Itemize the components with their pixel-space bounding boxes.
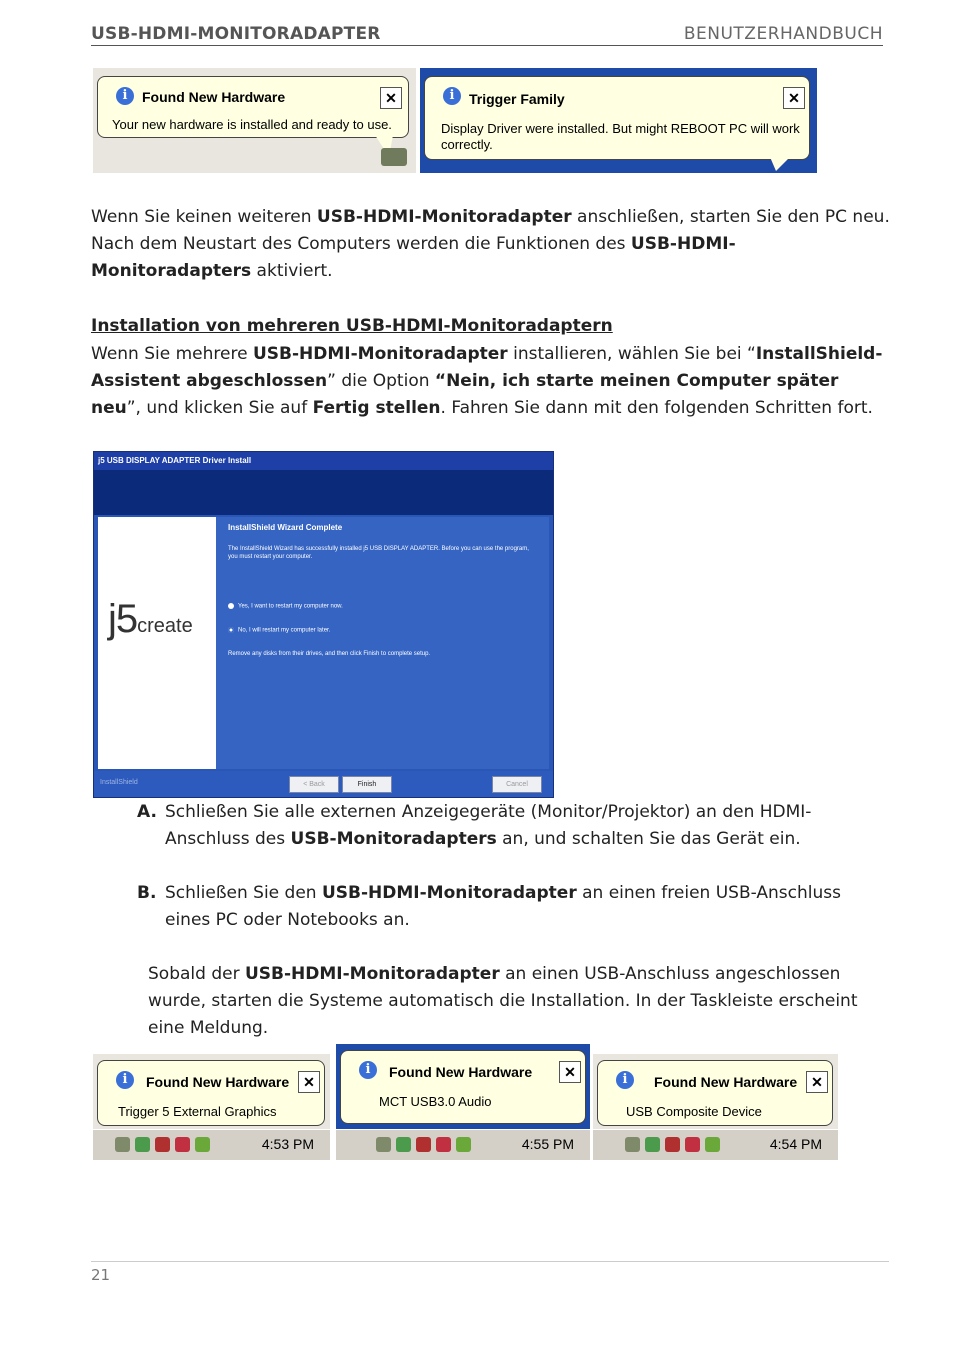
dialog-footer [94, 771, 553, 797]
close-button[interactable]: ✕ [380, 87, 402, 109]
footer-divider [91, 1261, 889, 1262]
balloon-tooltip [597, 1060, 833, 1126]
info-icon: i [616, 1071, 634, 1089]
logo-j5: j5 [108, 597, 138, 641]
system-tray [336, 1129, 590, 1160]
balloon-tooltip [97, 76, 409, 138]
balloon-title: Found New Hardware [146, 1074, 290, 1090]
tray-clock: 4:55 PM [521, 1136, 574, 1152]
text: aktiviert. [251, 261, 333, 281]
option-name: “Nein, ich starte meinen Computer später neu [91, 371, 839, 418]
dialog-note: Remove any disks from their drives, and then click Finish to complete setup. [228, 651, 431, 657]
balloon-tooltip [424, 76, 810, 160]
radio-restart-now[interactable] [228, 603, 343, 610]
shield-icon [685, 1137, 700, 1152]
network-icon [625, 1137, 640, 1152]
dialog-name: InstallShield-Assistent abgeschlossen [91, 344, 883, 391]
balloon-message: Your new hardware is installed and ready to use. [112, 117, 392, 132]
nvidia-icon [456, 1137, 471, 1152]
product-name: USB-HDMI-Monitoradapter [244, 964, 500, 984]
dialog-description: The InstallShield Wizard has successfully installed j5 USB DISPLAY ADAPTER. Before you can use the program, you must restart your computer. [228, 546, 529, 560]
dialog-content [216, 517, 549, 769]
header-subtitle: BENUTZERHANDBUCH [683, 24, 883, 44]
balloon-message: MCT USB3.0 Audio [379, 1094, 492, 1109]
dialog-titlebar: j5 USB DISPLAY ADAPTER Driver Install [94, 452, 553, 470]
usb-icon [135, 1137, 150, 1152]
radio-restart-later[interactable] [228, 627, 330, 634]
shield-icon [175, 1137, 190, 1152]
balloon-tooltip [97, 1060, 325, 1126]
header-title: USB-HDMI-MONITORADAPTER [91, 24, 381, 44]
list-marker: B. [137, 883, 157, 903]
screenshot-balloon-graphics [93, 1054, 330, 1160]
text: an einen freien USB-Anschluss eines PC oder Notebooks an. [165, 883, 841, 930]
volume-icon [665, 1137, 680, 1152]
radio-icon [228, 603, 234, 609]
volume-icon [155, 1137, 170, 1152]
text: anschließen, starten Sie den PC neu. Nach dem Neustart des Computers werden die Funktionen des [91, 207, 890, 254]
nvidia-icon [705, 1137, 720, 1152]
cancel-button[interactable]: Cancel [492, 776, 542, 793]
balloon-title: Found New Hardware [142, 89, 286, 105]
product-name: USB-HDMI-Monitoradapter [321, 883, 577, 903]
product-name: USB-HDMI-Monitoradapter [252, 344, 508, 364]
close-button[interactable]: ✕ [806, 1071, 828, 1093]
back-button[interactable]: < Back [289, 776, 339, 793]
tray-clock: 4:53 PM [261, 1136, 314, 1152]
page-number: 21 [91, 1266, 111, 1284]
installshield-dialog [93, 451, 554, 798]
network-icon [115, 1137, 130, 1152]
tray-clock: 4:54 PM [769, 1136, 822, 1152]
dialog-banner [94, 470, 553, 515]
system-tray [93, 1129, 330, 1160]
product-name: USB-Monitoradapters [290, 829, 497, 849]
paragraph-multiple-install [91, 341, 886, 422]
text: an einen USB-Anschluss angeschlossen wurde, starten die Systeme automatisch die Installation. In der Taskleiste erscheint eine Meldung. [148, 964, 858, 1038]
info-icon: i [116, 1071, 134, 1089]
installshield-label: InstallShield [100, 779, 138, 786]
balloon-tooltip [340, 1050, 586, 1124]
screenshot-trigger-family [420, 68, 817, 173]
text: Sobald der [148, 964, 245, 984]
info-icon: i [116, 87, 134, 105]
screenshot-balloon-audio [336, 1044, 590, 1160]
radio-selected-icon [228, 627, 234, 633]
paragraph-reboot [91, 204, 891, 285]
screenshot-found-new-hardware [93, 68, 416, 173]
list-text [165, 799, 875, 853]
logo-create: create [137, 615, 193, 637]
balloon-message: Display Driver were installed. But might REBOOT PC will work correctly. [441, 121, 800, 152]
paragraph-auto-install [148, 961, 878, 1042]
list-marker: A. [137, 802, 157, 822]
volume-icon [416, 1137, 431, 1152]
product-name: USB-HDMI-Monitoradapters [91, 234, 736, 281]
screenshot-balloon-composite [593, 1054, 838, 1160]
balloon-title: Trigger Family [469, 91, 565, 107]
balloon-title: Found New Hardware [389, 1064, 533, 1080]
j5create-logo [108, 597, 193, 642]
finish-button[interactable]: Finish [342, 776, 392, 793]
usb-icon [645, 1137, 660, 1152]
dialog-heading: InstallShield Wizard Complete [228, 523, 343, 532]
button-name: Fertig stellen [312, 398, 441, 418]
text: Schließen Sie den [165, 883, 322, 903]
close-button[interactable]: ✕ [298, 1071, 320, 1093]
balloon-tail [770, 157, 790, 171]
close-button[interactable]: ✕ [559, 1061, 581, 1083]
balloon-message: Trigger 5 External Graphics [118, 1104, 277, 1119]
text: an, und schalten Sie das Gerät ein. [496, 829, 801, 849]
text: Wenn Sie mehrere [91, 344, 253, 364]
radio-label: No, I will restart my computer later. [238, 627, 331, 634]
usb-icon [396, 1137, 411, 1152]
shield-icon [436, 1137, 451, 1152]
close-button[interactable]: ✕ [783, 87, 805, 109]
system-tray [593, 1129, 838, 1160]
network-icon [376, 1137, 391, 1152]
text: installieren, wählen Sie bei “ [507, 344, 756, 364]
list-text [165, 880, 875, 934]
info-icon: i [443, 87, 461, 105]
product-name: USB-HDMI-Monitoradapter [316, 207, 572, 227]
text: ”, und klicken Sie auf [126, 398, 313, 418]
balloon-message: USB Composite Device [626, 1104, 762, 1119]
section-heading: Installation von mehreren USB-HDMI-Monitoradaptern [91, 316, 613, 336]
text: Wenn Sie keinen weiteren [91, 207, 317, 227]
radio-label: Yes, I want to restart my computer now. [238, 603, 343, 610]
dialog-logo-panel [98, 517, 216, 769]
header-divider [91, 45, 883, 46]
nvidia-icon [195, 1137, 210, 1152]
info-icon: i [359, 1061, 377, 1079]
network-icon [381, 148, 407, 166]
balloon-title: Found New Hardware [654, 1074, 798, 1090]
text: Schließen Sie alle externen Anzeigegeräte (Monitor/Projektor) an den HDMI-Anschluss des [165, 802, 812, 849]
text: ” die Option [327, 371, 435, 391]
text: . Fahren Sie dann mit den folgenden Schritten fort. [440, 398, 873, 418]
